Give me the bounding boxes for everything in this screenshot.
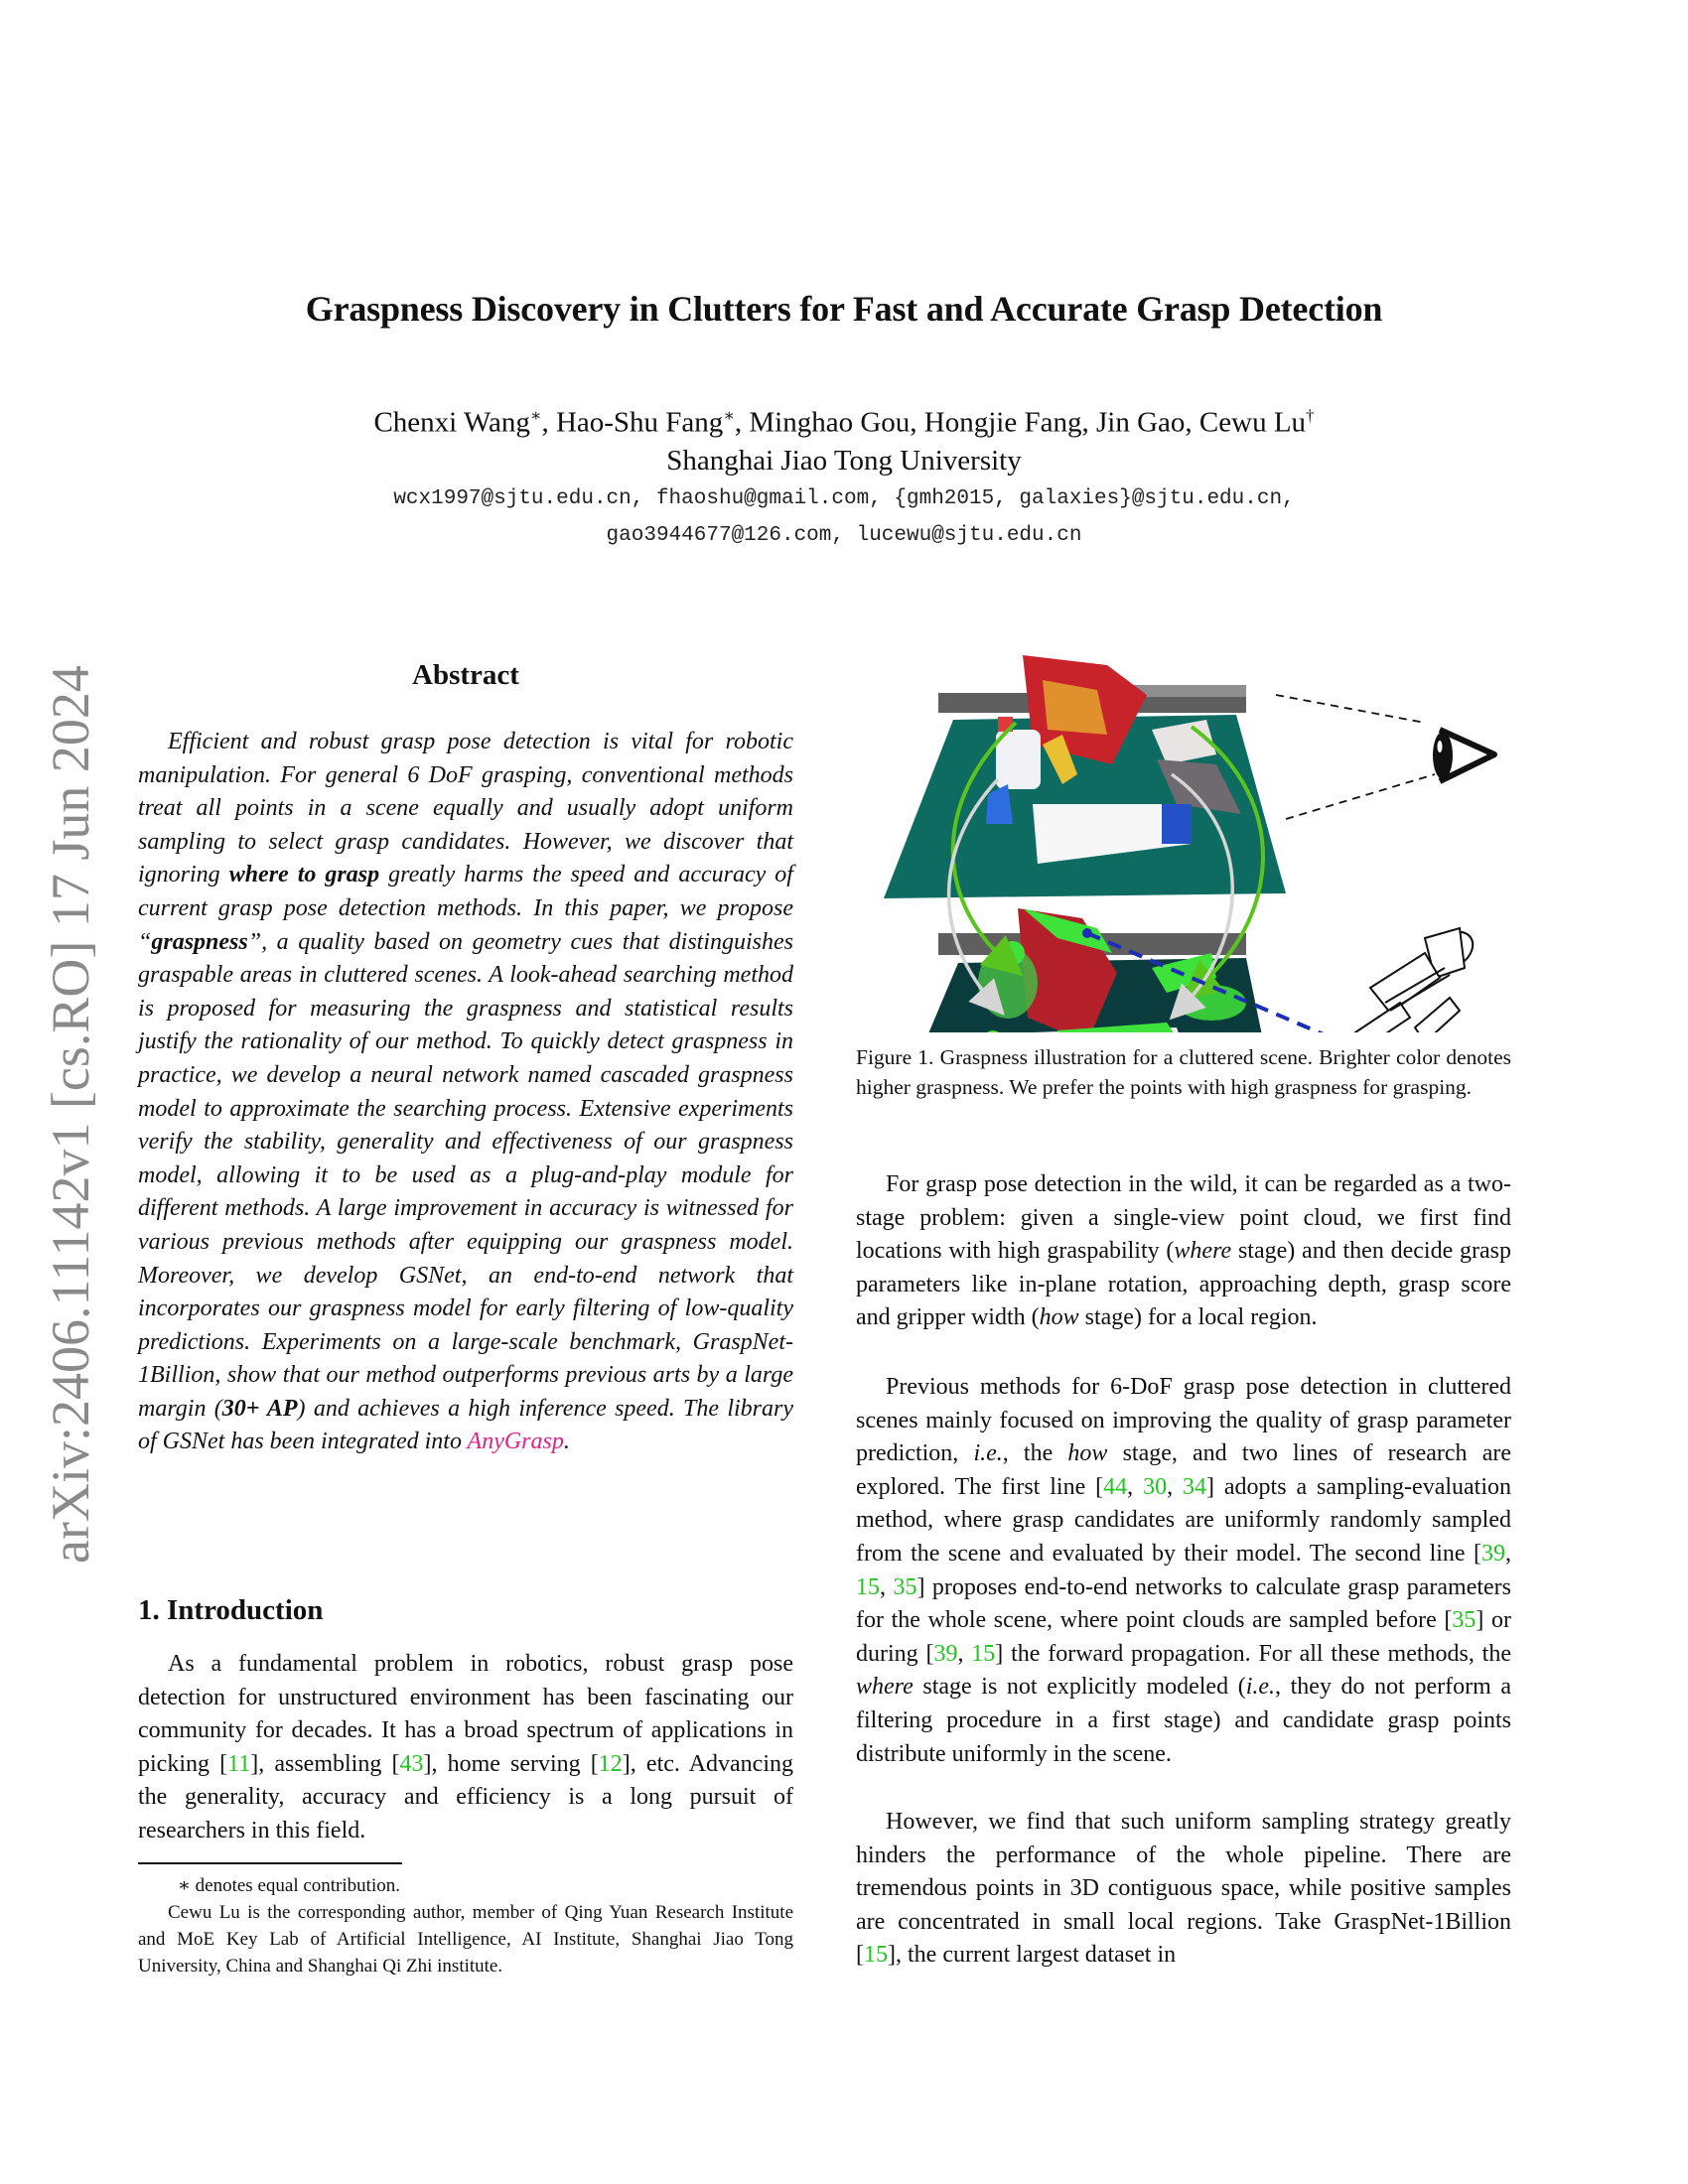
footnote-equal-contribution: ∗ denotes equal contribution. — [178, 1875, 400, 1896]
body-text: As a fundamental problem in robotics, robust grasp pose detection for unstructured environment has been fascinating our community for decades. It has a broad spectrum of applications in picking [ — [138, 1651, 793, 1777]
emphasis: how — [1039, 1304, 1079, 1331]
emphasis: where — [856, 1674, 914, 1701]
anygrasp-link[interactable]: AnyGrasp — [467, 1429, 564, 1455]
footnote-divider — [138, 1862, 402, 1864]
citation-link[interactable]: 12 — [598, 1750, 623, 1777]
body-text: , the — [1002, 1440, 1068, 1467]
body-text: ], etc. Advancing the generality, accuracy and efficiency is a long pursuit of researchers in this field. — [138, 1750, 793, 1843]
body-text: stage is not explicitly modeled ( — [913, 1674, 1246, 1701]
citation-link[interactable]: 39 — [1481, 1540, 1505, 1567]
email-line: wcx1997@sjtu.edu.cn, fhaoshu@gmail.com, {gmh2015, galaxies}@sjtu.edu.cn, — [393, 487, 1295, 510]
author-block — [0, 397, 1688, 479]
affiliation: Shanghai Jiao Tong University — [666, 444, 1022, 477]
figure-1 — [859, 635, 1514, 1032]
eye-icon — [1433, 730, 1494, 781]
body-text: ], the current largest dataset in — [888, 1942, 1177, 1969]
footnotes — [138, 1872, 793, 1979]
figure-1-caption: Figure 1. Graspness illustration for a cluttered scene. Brighter color denotes higher graspness. We prefer the points with high graspness for grasping. — [856, 1045, 1511, 1099]
citation-link[interactable]: 44 — [1103, 1473, 1128, 1500]
equal-contribution-mark: ∗ — [529, 406, 542, 425]
author-name: Hao-Shu Fang — [555, 406, 724, 439]
citation-link[interactable]: 34 — [1183, 1473, 1206, 1500]
view-ray — [1286, 774, 1435, 819]
corresponding-author-mark: † — [1306, 406, 1315, 425]
view-ray — [1276, 695, 1425, 723]
intro-paragraph — [138, 1648, 793, 1848]
author-list: Chenxi Wang∗, Hao-Shu Fang∗, Minghao Gou, Hongjie Fang, Jin Gao, Cewu Lu† — [373, 406, 1315, 439]
email-line: gao3944677@126.com, lucewu@sjtu.edu.cn — [606, 524, 1082, 547]
footnote-corresponding-author: Cewu Lu is the corresponding author, member of Qing Yuan Research Institute and MoE Key Lab of Artificial Intelligence, AI Institute, Shanghai Jiao Tong University, China and Shanghai Qi Zhi institute. — [138, 1902, 793, 1977]
body-text: Previous methods for 6-DoF grasp pose detection in cluttered scenes mainly focused on improving the quality of grasp parameter prediction, — [856, 1374, 1511, 1467]
citation-link[interactable]: 15 — [971, 1640, 996, 1667]
citation-link[interactable]: 11 — [227, 1750, 251, 1777]
body-text: For grasp pose detection in the wild, it can be regarded as a two-stage problem: given a single-view point cloud, we first find locations with high graspability ( — [856, 1171, 1511, 1265]
abstract-emphasis: where to grasp — [228, 862, 380, 888]
body-paragraph — [856, 1806, 1511, 1973]
body-paragraph: Previous methods for 6-DoF grasp pose detection in cluttered scenes mainly focused on improving the quality of grasp parameter prediction, i.e., the how stage, and two lines of research are explored. The first line [44, 30, 34] adopts a sampling-evaluation method, where grasp candidates are uniformly randomly sampled from the scene and evaluated by their model. The second line [39, 15, 35] proposes end-to-end networks to calculate grasp parameters for the whole scene, where point clouds are sampled before [35] or during [39, 15] the forward propagation. For all these methods, the where stage is not explicitly modeled (i.e., they do not perform a filtering procedure in a first stage) and candidate grasp points distribute uniformly in the scene. — [856, 1374, 1512, 1767]
abstract-text: ) and achieves a high inference speed. The library of GSNet has been integrated into — [138, 1395, 794, 1455]
input-point-cloud — [884, 655, 1286, 898]
author-name: Chenxi Wang — [373, 406, 530, 439]
paper-title: Graspness Discovery in Clutters for Fast and Accurate Grasp Detection — [305, 289, 1383, 329]
citation-link[interactable]: 35 — [1452, 1607, 1477, 1634]
abstract-body — [138, 726, 793, 1459]
citation-link[interactable]: 43 — [399, 1750, 424, 1777]
body-text: ] the forward propagation. For all these methods, the — [995, 1640, 1512, 1667]
author-emails — [0, 480, 1688, 554]
body-text: ] or during [ — [856, 1607, 1512, 1667]
abstract-emphasis: 30+ AP — [221, 1395, 298, 1422]
body-text: stage) for a local region. — [1078, 1304, 1318, 1331]
citation-link[interactable]: 15 — [864, 1942, 888, 1969]
citation-link[interactable]: 39 — [933, 1640, 958, 1667]
citation-link[interactable]: 30 — [1143, 1473, 1168, 1500]
graspness-point-cloud — [879, 908, 1286, 1032]
emphasis: i.e. — [1245, 1674, 1276, 1701]
abstract-text: ”, a quality based on geometry cues that distinguishes graspable areas in cluttered scenes. A look-ahead searching method is proposed for measuring the graspness and statistical results justify the rationality of our method. To quickly detect graspness in practice, we develop a neural network named cascaded graspness model to approximate the searching process. Extensive experiments verify the stability, generality and effectiveness of our graspness model, allowing it to be used as a plug-and-play module for different methods. A large improvement in accuracy is witnessed for various previous methods after equipping our graspness model. Moreover, we develop GSNet, an end-to-end network that incorporates our graspness model for early filtering of low-quality predictions. Experiments on a large-scale benchmark, GraspNet-1Billion, show that our method outperforms previous arts by a large margin ( — [138, 928, 793, 1422]
body-text: ], home serving [ — [423, 1750, 599, 1777]
body-text: ] adopts a sampling-evaluation method, where grasp candidates are uniformly randomly sampled from the scene and evaluated by their model. The second line [ — [856, 1473, 1512, 1567]
author-name: Jin Gao — [1095, 406, 1186, 439]
emphasis: where — [1174, 1238, 1232, 1265]
body-text: stage, and two lines of research are explored. The first line [ — [856, 1440, 1511, 1500]
abstract-text: greatly harms the speed and accuracy of current grasp pose detection methods. In this paper, we propose “ — [138, 862, 793, 955]
author-name: Hongjie Fang — [923, 406, 1082, 439]
body-text: ] proposes end-to-end networks to calculate grasp parameters for the whole scene, where point clouds are sampled before [ — [856, 1573, 1512, 1634]
abstract-text: . — [563, 1429, 570, 1455]
body-text: stage) and then decide grasp parameters like in-plane rotation, approaching depth, grasp score and gripper width ( — [856, 1238, 1511, 1331]
author-name: Minghao Gou — [749, 406, 911, 439]
gripper-icon — [1355, 924, 1479, 1032]
body-text: ], assembling [ — [250, 1750, 400, 1777]
graspness-illustration — [859, 635, 1514, 1032]
abstract-heading: Abstract — [412, 659, 519, 691]
body-text: However, we find that such uniform sampling strategy greatly hinders the performance of the whole pipeline. There are tremendous points in 3D contiguous space, while positive samples are concentrated in small local regions. Take GraspNet-1Billion [ — [856, 1809, 1511, 1969]
citation-link[interactable]: 15 — [856, 1573, 880, 1600]
section-heading-introduction: 1. Introduction — [138, 1594, 324, 1626]
body-text: , they do not perform a filtering procedure in a first stage) and candidate grasp points distribute uniformly in the scene. — [856, 1674, 1511, 1767]
citation-link[interactable]: 35 — [893, 1573, 917, 1600]
equal-contribution-mark: ∗ — [723, 406, 735, 425]
emphasis: how — [1067, 1440, 1108, 1467]
emphasis: i.e. — [973, 1440, 1003, 1467]
body-paragraph — [856, 1168, 1511, 1335]
abstract-emphasis: graspness — [151, 928, 248, 955]
arxiv-stamp: arXiv:2406.11142v1 [cs.RO] 17 Jun 2024 — [41, 665, 100, 1564]
abstract-text: Efficient and robust grasp pose detection is vital for robotic manipulation. For general 6 DoF grasping, conventional methods treat all points in a scene equally and usually adopt uniform sampling to select grasp candidates. However, we discover that ignoring — [138, 729, 793, 888]
author-name: Cewu Lu — [1198, 406, 1307, 439]
